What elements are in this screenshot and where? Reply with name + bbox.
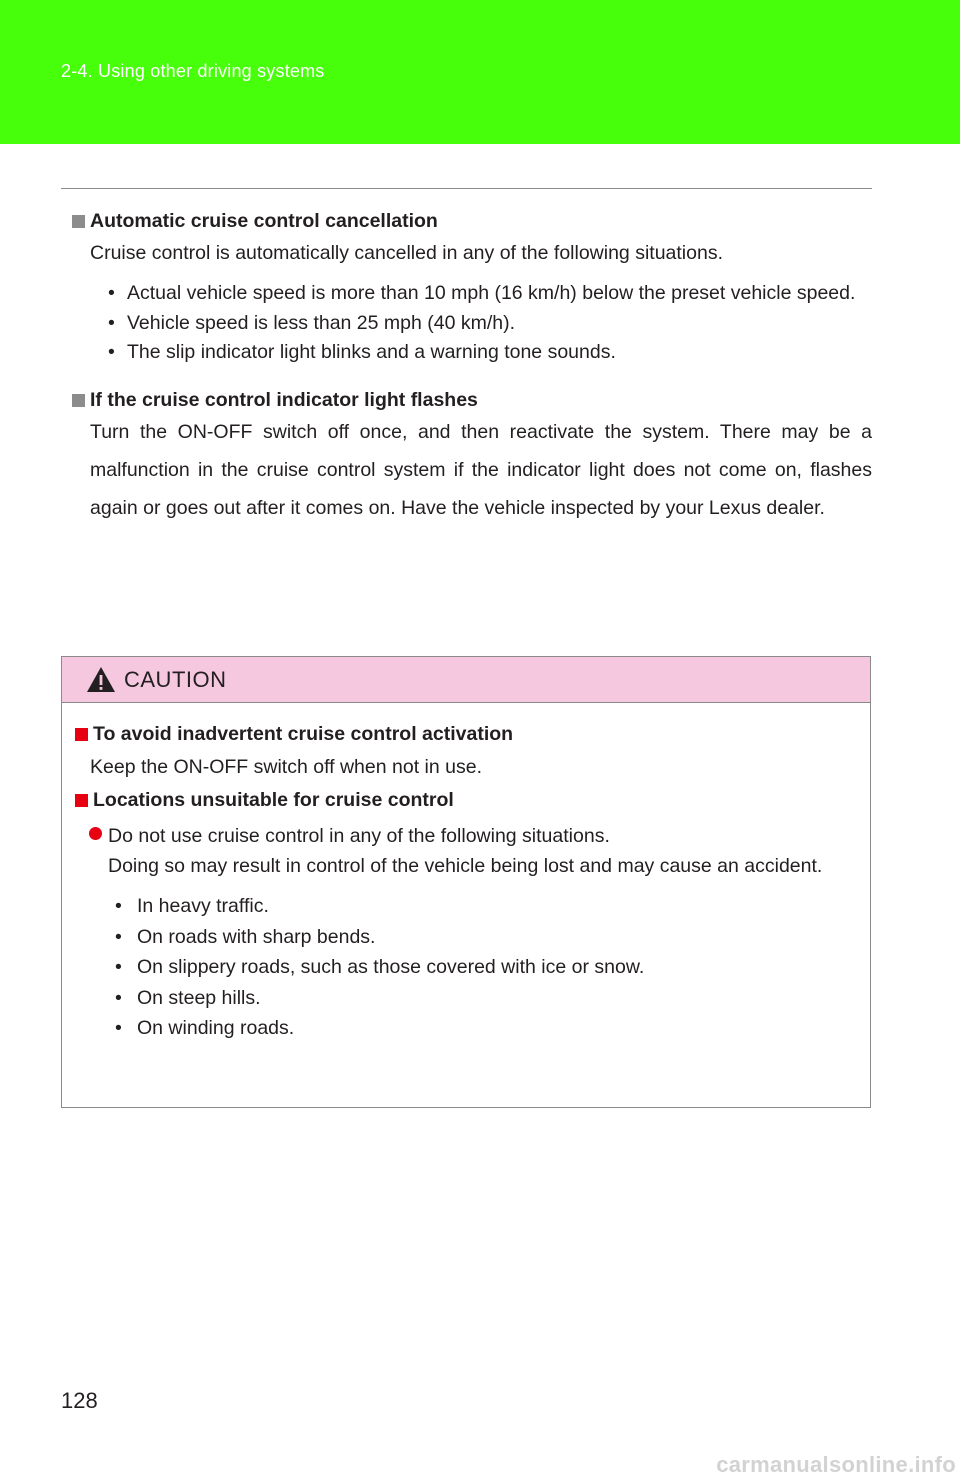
dot-point-text (108, 821, 860, 881)
list-item: • Vehicle speed is less than 25 mph (40 km/h). (108, 309, 872, 338)
point-text: Do not use cruise control in any of the following situations. (108, 825, 610, 847)
heading-text: If the cruise control indicator light flashes (90, 389, 478, 411)
caution-body (62, 703, 860, 1044)
square-bullet-icon (72, 215, 85, 228)
sub-heading (72, 208, 872, 234)
heading-text: Locations unsuitable for cruise control (93, 789, 454, 811)
list-item: • On steep hills. (115, 983, 860, 1014)
main-content (72, 208, 872, 541)
caution-label: CAUTION (124, 666, 227, 692)
list-item: • On roads with sharp bends. (115, 922, 860, 953)
point-detail: Doing so may result in control of the vehicle being lost and may cause an accident. (108, 855, 823, 877)
square-bullet-icon (75, 728, 88, 741)
divider (61, 188, 872, 189)
section-auto-cancel (72, 208, 872, 367)
list-item: • The slip indicator light blinks and a warning tone sounds. (108, 338, 872, 367)
paragraph: Cruise control is automatically cancelled in any of the following situations. (90, 242, 723, 264)
bullet-list (108, 280, 872, 367)
list-item: • On slippery roads, such as those covered with ice or snow. (115, 952, 860, 983)
warning-triangle-icon (86, 666, 116, 693)
page-number: 128 (61, 1388, 98, 1413)
list-item: • On winding roads. (115, 1013, 860, 1044)
square-bullet-icon (72, 394, 85, 407)
paragraph: Keep the ON-OFF switch off when not in use. (90, 756, 482, 778)
heading-text: Automatic cruise control cancellation (90, 210, 438, 232)
caution-sub-heading (75, 787, 860, 813)
dot-point (75, 821, 860, 881)
square-bullet-icon (75, 794, 88, 807)
paragraph: Turn the ON-OFF switch off once, and then reactivate the system. There may be a malfunction in the cruise control system if the indicator light does not come on, flashes again or goes out after it comes on. Have the vehicle inspected by your Lexus dealer. (90, 421, 872, 519)
watermark: carmanualsonline.info (716, 1452, 956, 1477)
round-bullet-icon (89, 827, 102, 840)
caution-sub-heading (75, 721, 860, 747)
section-indicator-flashes (72, 387, 872, 527)
bullet-list (115, 891, 860, 1044)
section-title: 2-4. Using other driving systems (61, 61, 325, 81)
caution-box (61, 656, 871, 1108)
caution-header (62, 657, 870, 703)
list-item: • In heavy traffic. (115, 891, 860, 922)
sub-heading (72, 387, 872, 413)
list-item: • Actual vehicle speed is more than 10 mph (16 km/h) below the preset vehicle speed. (108, 280, 872, 307)
heading-text: To avoid inadvertent cruise control activation (93, 723, 514, 745)
